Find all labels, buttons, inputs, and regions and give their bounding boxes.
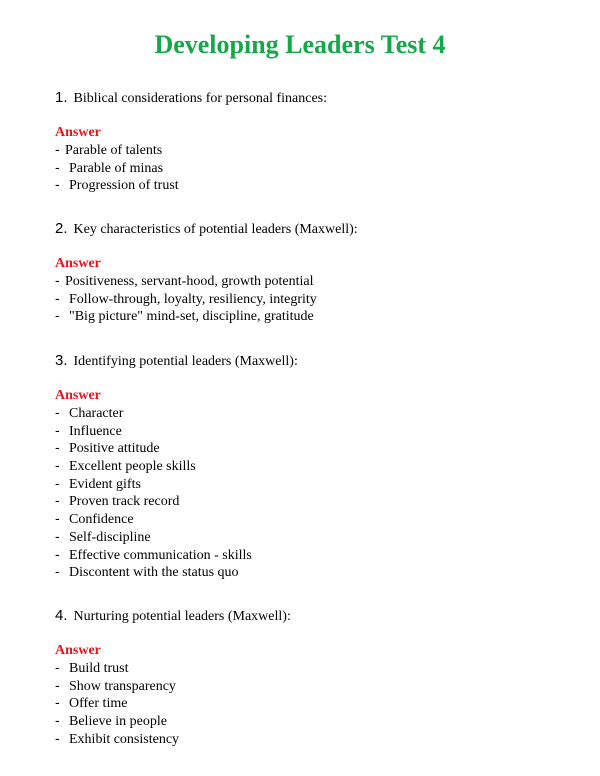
- answer-item-text: Offer time: [69, 696, 128, 712]
- answer-list: [55, 141, 555, 194]
- answer-item-text: Follow-through, loyalty, resiliency, integrity: [69, 291, 317, 307]
- question-3: [55, 351, 555, 581]
- question-number: 1.: [55, 89, 68, 106]
- answer-list: [55, 404, 555, 581]
- answer-item-text: Progression of trust: [69, 178, 179, 194]
- dash-bullet: -: [55, 729, 60, 746]
- dash-bullet: -: [55, 141, 60, 157]
- answer-label: Answer: [55, 643, 101, 658]
- answer-item: [55, 475, 555, 493]
- answer-item-text: "Big picture" mind-set, discipline, gratitude: [69, 309, 314, 325]
- question-heading: [55, 606, 555, 626]
- answer-item: [55, 712, 555, 730]
- answer-list: [55, 272, 555, 325]
- question-number: 4.: [55, 607, 68, 624]
- answer-item: [55, 307, 555, 325]
- answer-item: [55, 176, 555, 194]
- question-number: 3.: [55, 352, 68, 369]
- answer-item-text: Excellent people skills: [69, 459, 196, 475]
- dash-bullet: -: [55, 510, 60, 527]
- question-4: [55, 606, 555, 747]
- answer-item: [55, 510, 555, 528]
- answer-item: [55, 272, 555, 290]
- dash-bullet: -: [55, 563, 60, 580]
- answer-item: [55, 677, 555, 695]
- document-title: Developing Leaders Test 4: [154, 30, 446, 59]
- dash-bullet: -: [55, 694, 60, 711]
- question-text: Key characteristics of potential leaders (Maxwell):: [73, 222, 358, 237]
- answer-item-text: Parable of minas: [69, 160, 164, 176]
- answer-item-text: Effective communication - skills: [69, 547, 252, 563]
- question-2: [55, 219, 555, 325]
- answer-item-text: Positive attitude: [69, 441, 160, 457]
- dash-bullet: -: [55, 527, 60, 544]
- answer-item: [55, 694, 555, 712]
- answer-item-text: Proven track record: [69, 494, 180, 510]
- question-text: Biblical considerations for personal finances:: [73, 91, 327, 106]
- answer-label: Answer: [55, 388, 101, 403]
- answer-item: [55, 563, 555, 581]
- question-heading: [55, 351, 555, 371]
- dash-bullet: -: [55, 545, 60, 562]
- answer-item: [55, 546, 555, 564]
- dash-bullet: -: [55, 676, 60, 693]
- answer-list: [55, 659, 555, 747]
- answer-item-text: Show transparency: [69, 678, 176, 694]
- answer-item: [55, 404, 555, 422]
- answer-item-text: Self-discipline: [69, 529, 151, 545]
- dash-bullet: -: [55, 659, 60, 675]
- answer-item-text: Influence: [69, 423, 122, 439]
- answer-item-text: Build trust: [69, 661, 129, 676]
- answer-item: [55, 457, 555, 475]
- dash-bullet: -: [55, 457, 60, 474]
- answer-item: [55, 141, 555, 159]
- question-heading: [55, 219, 555, 239]
- answer-item: [55, 439, 555, 457]
- answer-item-text: Believe in people: [69, 714, 167, 730]
- dash-bullet: -: [55, 492, 60, 509]
- answer-item: [55, 492, 555, 510]
- answer-item-text: Discontent with the status quo: [69, 565, 239, 581]
- question-1: [55, 88, 555, 194]
- answer-item: [55, 659, 555, 677]
- question-text: Nurturing potential leaders (Maxwell):: [73, 609, 291, 624]
- question-text: Identifying potential leaders (Maxwell):: [73, 354, 298, 369]
- question-heading: [55, 88, 555, 108]
- answer-item-text: Exhibit consistency: [69, 731, 180, 747]
- answer-item-text: Positiveness, servant-hood, growth potential: [65, 274, 314, 289]
- dash-bullet: -: [55, 289, 60, 306]
- dash-bullet: -: [55, 439, 60, 456]
- dash-bullet: -: [55, 176, 60, 193]
- answer-item-text: Confidence: [69, 512, 134, 528]
- answer-item-text: Character: [69, 406, 124, 421]
- dash-bullet: -: [55, 158, 60, 175]
- dash-bullet: -: [55, 474, 60, 491]
- answer-item-text: Evident gifts: [69, 476, 141, 492]
- answer-item: [55, 159, 555, 177]
- answer-item: [55, 730, 555, 748]
- answer-item: [55, 422, 555, 440]
- question-number: 2.: [55, 220, 68, 237]
- dash-bullet: -: [55, 272, 60, 288]
- dash-bullet: -: [55, 712, 60, 729]
- answer-item: [55, 528, 555, 546]
- answer-item: [55, 290, 555, 308]
- dash-bullet: -: [55, 404, 60, 420]
- answer-label: Answer: [55, 125, 101, 140]
- dash-bullet: -: [55, 307, 60, 324]
- answer-label: Answer: [55, 256, 101, 271]
- dash-bullet: -: [55, 421, 60, 438]
- answer-item-text: Parable of talents: [65, 143, 163, 158]
